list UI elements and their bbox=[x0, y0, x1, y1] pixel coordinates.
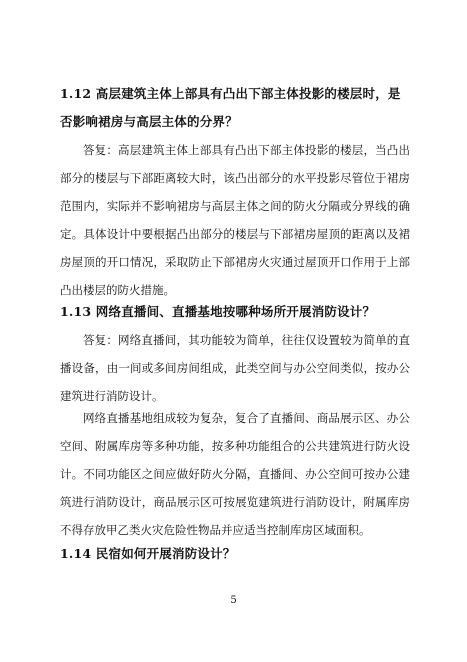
section-1-12-answer: 答复：高层建筑主体上部具有凸出下部主体投影的楼层，当凸出部分的楼层与下部距离较大时，该凸出部分的水平投影尽管位于裙房范围内，实际并不影响裙房与高层主体之间的防火分隔或分界线的确定。具体设计中要根据凸出部分的楼层与下部裙房屋顶的距离以及裙房屋顶的开口情况，采取防止下部裙房火灾通过屋顶开口作用于上部凸出楼层的防火措施。 bbox=[60, 143, 410, 297]
section-heading-1-12: 1.12 高层建筑主体上部具有凸出下部主体投影的楼层时，是否影响裙房与高层主体的分界？ bbox=[60, 86, 401, 129]
page-number: 5 bbox=[230, 595, 237, 606]
section-heading-1-14: 1.14 民宿如何开展消防设计？ bbox=[60, 546, 236, 561]
section-heading-1-13: 1.13 网络直播间、直播基地按哪种场所开展消防设计？ bbox=[60, 304, 376, 319]
section-1-13-answer: 答复：网络直播间，其功能较为简单，往往仅设置较为简单的直播设备，由一间或多间房间组成，此类空间与办公空间类似，按办公建筑进行消防设计。 bbox=[60, 333, 410, 403]
section-1-13-paragraph-2: 网络直播基地组成较为复杂，复合了直播间、商品展示区、办公空间、附属库房等多种功能，按多种功能组合的公共建筑进行防火设计。不同功能区之间应做好防火分隔，直播间、办公空间可按办公建筑进行消防设计，商品展示区可按展览建筑进行消防设计，附属库房不得存放甲乙类火灾危险性物品并应适当控制库房区域面积。 bbox=[60, 411, 410, 537]
